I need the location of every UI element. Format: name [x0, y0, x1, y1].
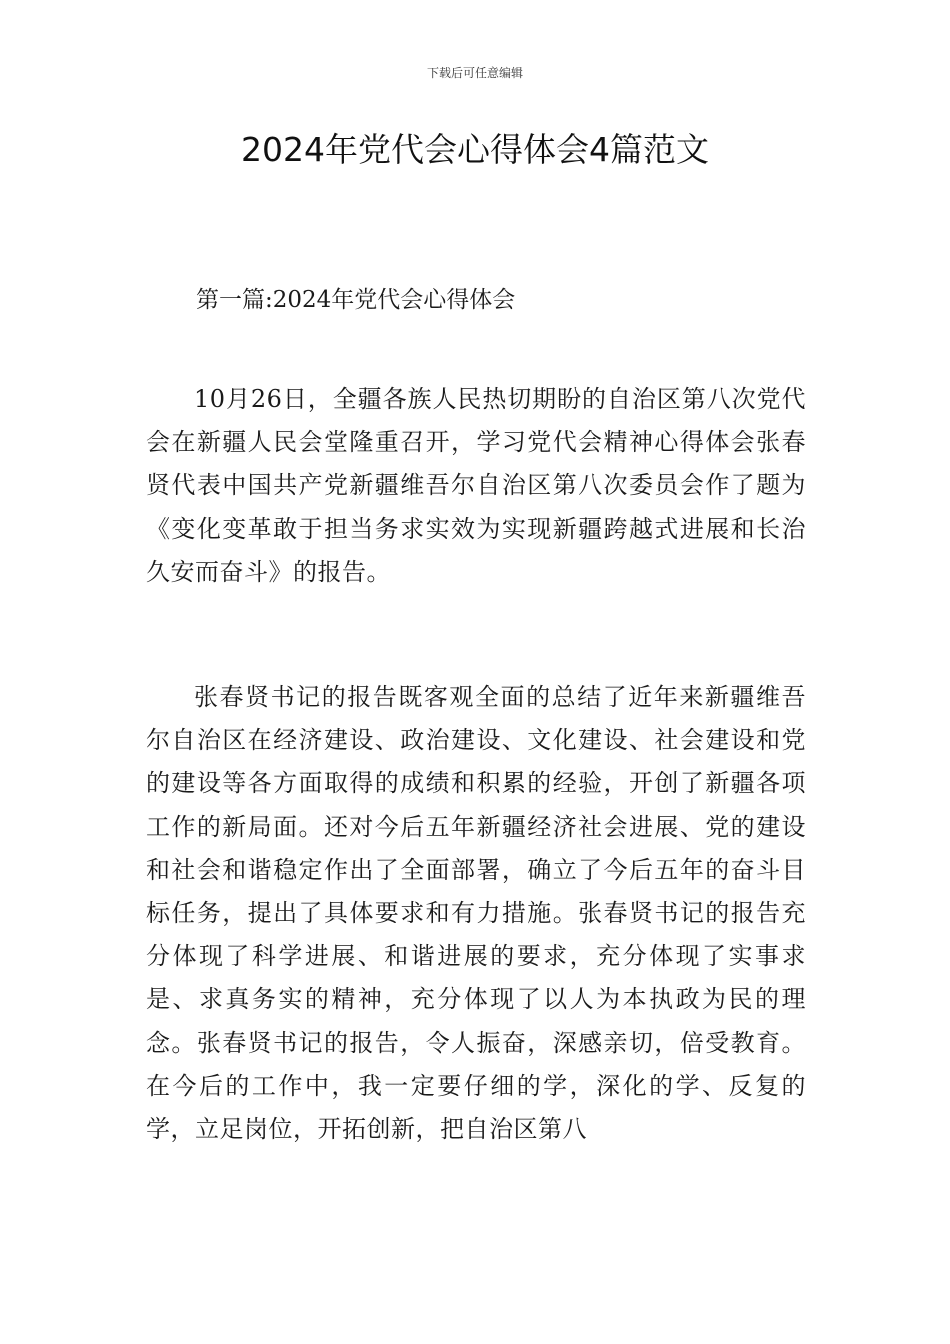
section-heading: 第一篇:2024年党代会心得体会: [196, 287, 516, 313]
header-note: 下载后可任意编辑: [426, 66, 523, 80]
document-title: 2024年党代会心得体会4篇范文: [241, 130, 709, 169]
body-paragraph: 10月26日，全疆各族人民热切期盼的自治区第八次党代会在新疆人民会堂隆重召开，学习党代会精神心得体会张春贤代表中国共产党新疆维吾尔自治区第八次委员会作了题为《变化变革敢于担当务求实效为实现新疆跨越式进展和长治久安而奋斗》的报告。: [146, 385, 806, 586]
body-paragraph: 张春贤书记的报告既客观全面的总结了近年来新疆维吾尔自治区在经济建设、政治建设、文化建设、社会建设和党的建设等各方面取得的成绩和积累的经验，开创了新疆各项工作的新局面。还对今后五年新疆经济社会进展、党的建设和社会和谐稳定作出了全面部署，确立了今后五年的奋斗目标任务，提出了具体要求和有力措施。张春贤书记的报告充分体现了科学进展、和谐进展的要求，充分体现了实事求是、求真务实的精神，充分体现了以人为本执政为民的理念。张春贤书记的报告，令人振奋，深感亲切，倍受教育。在今后的工作中，我一定要仔细的学，深化的学、反复的学，立足岗位，开拓创新，把自治区第八: [146, 683, 806, 1144]
